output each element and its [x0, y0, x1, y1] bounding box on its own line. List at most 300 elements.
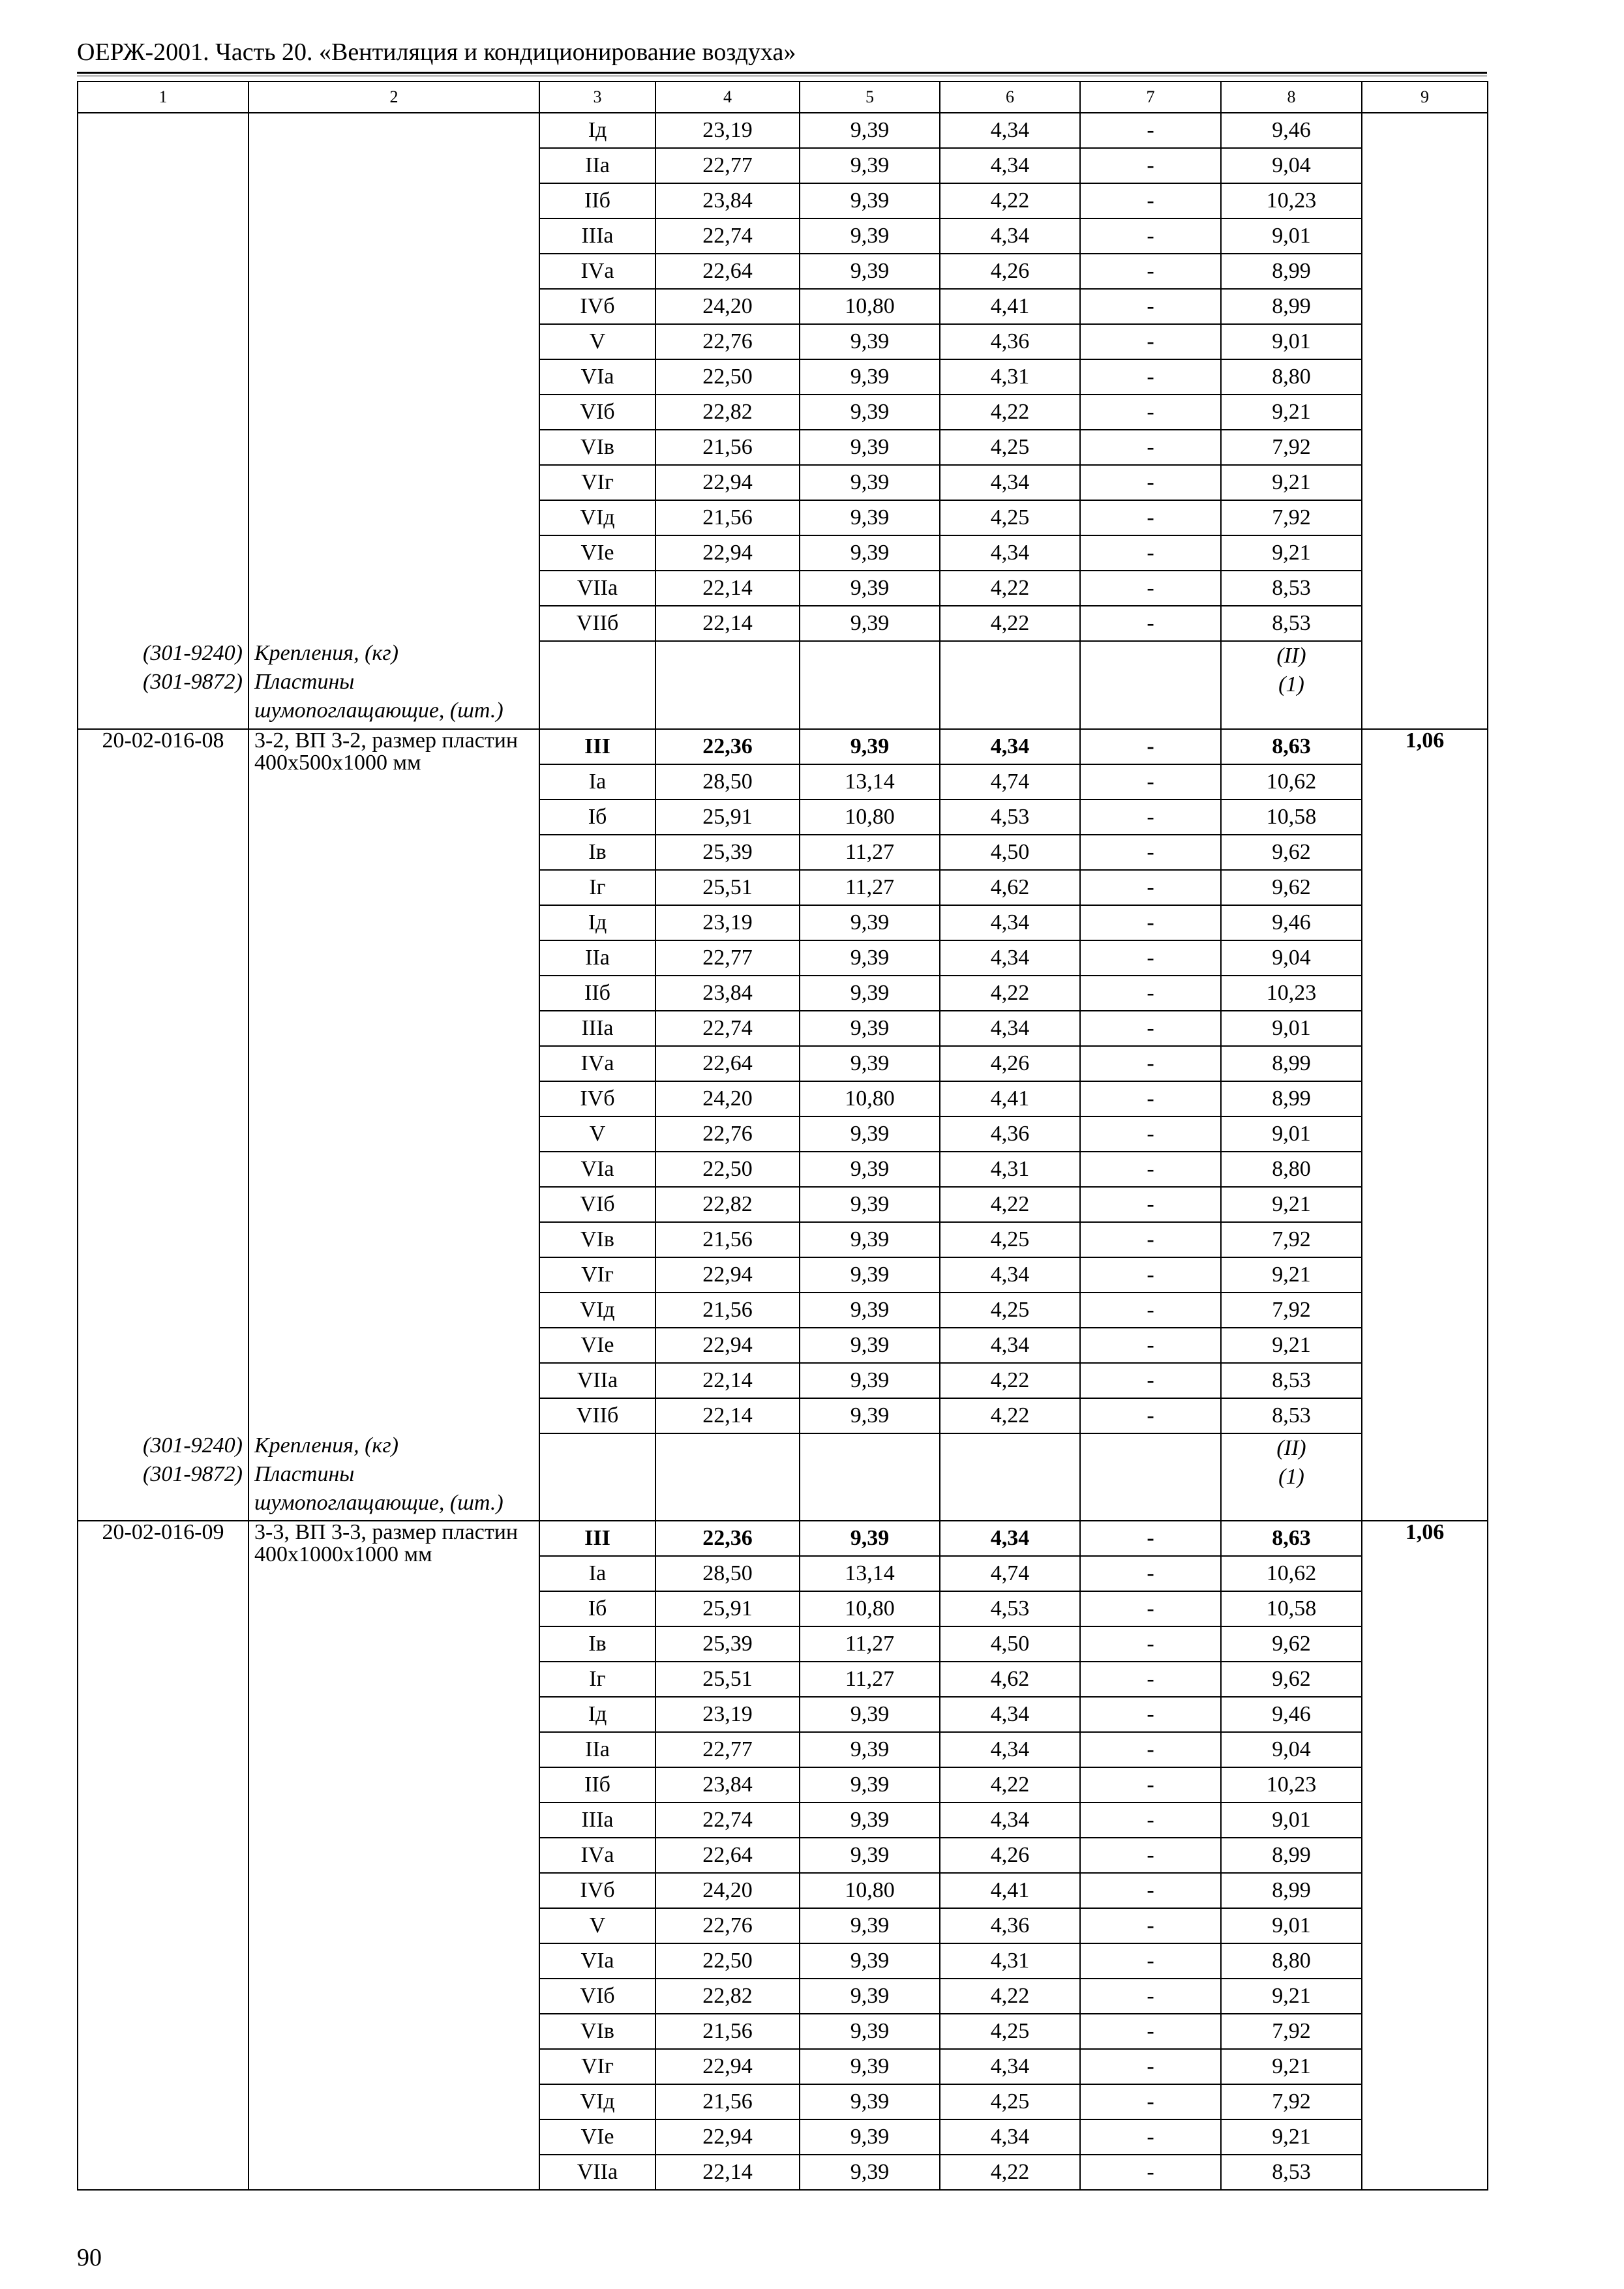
value-cell: 10,23 — [1221, 183, 1362, 218]
value-cell: - — [1080, 835, 1221, 870]
value-cell: - — [1080, 976, 1221, 1011]
value-cell: 4,34 — [940, 1257, 1080, 1293]
value-cell: 4,53 — [940, 1591, 1080, 1626]
value-cell: 4,22 — [940, 1187, 1080, 1222]
zone-cell: IIб — [539, 183, 655, 218]
value-cell: 8,80 — [1221, 1943, 1362, 1979]
zone-cell: IIа — [539, 148, 655, 183]
value-cell: 4,34 — [940, 1732, 1080, 1767]
value-cell: 9,39 — [800, 465, 940, 500]
value-cell: 22,14 — [655, 606, 800, 641]
value-cell: 21,56 — [655, 2014, 800, 2049]
value-cell: 9,21 — [1221, 465, 1362, 500]
value-cell: - — [1080, 1293, 1221, 1328]
value-cell: 4,41 — [940, 1081, 1080, 1116]
value-cell: 9,39 — [800, 1187, 940, 1222]
value-cell: 4,31 — [940, 1152, 1080, 1187]
value-cell: - — [1080, 2155, 1221, 2190]
value-cell: 4,26 — [940, 254, 1080, 289]
value-cell: 10,80 — [800, 1591, 940, 1626]
value-cell: 22,94 — [655, 1257, 800, 1293]
value-cell: 10,80 — [800, 289, 940, 324]
value-cell: 4,22 — [940, 1979, 1080, 2014]
value-cell: 9,21 — [1221, 1328, 1362, 1363]
zone-cell: Iд — [539, 113, 655, 148]
value-cell: 8,53 — [1221, 571, 1362, 606]
value-cell: 23,19 — [655, 113, 800, 148]
value-cell: - — [1080, 870, 1221, 905]
resource-names — [254, 639, 534, 726]
value-cell: - — [1080, 324, 1221, 359]
value-cell: 9,39 — [800, 1943, 940, 1979]
value-cell: - — [1080, 1328, 1221, 1363]
value-cell: 25,51 — [655, 870, 800, 905]
value-cell: - — [1080, 1187, 1221, 1222]
column-number-row — [78, 82, 1488, 113]
value-cell: 4,62 — [940, 1662, 1080, 1697]
value-cell: 4,50 — [940, 835, 1080, 870]
value-cell: 9,39 — [800, 1767, 940, 1803]
value-cell: 25,39 — [655, 1626, 800, 1662]
value-cell: 7,92 — [1221, 1293, 1362, 1328]
zone-cell: Iа — [539, 1556, 655, 1591]
value-cell: 22,74 — [655, 218, 800, 254]
value-cell: 9,62 — [1221, 835, 1362, 870]
value-cell: - — [1080, 1838, 1221, 1873]
value-cell: 21,56 — [655, 2084, 800, 2119]
zone-cell: V — [539, 1908, 655, 1943]
value-cell: 22,14 — [655, 1398, 800, 1433]
value-cell: 22,14 — [655, 571, 800, 606]
value-cell: 7,92 — [1221, 500, 1362, 535]
header-rule — [77, 72, 1487, 74]
value-cell: 7,92 — [1221, 1222, 1362, 1257]
zone-cell: III — [539, 1521, 655, 1556]
column-number: 3 — [539, 82, 655, 113]
value-cell: 22,94 — [655, 2049, 800, 2084]
value-cell: 4,34 — [940, 1521, 1080, 1556]
resource-names — [254, 1431, 534, 1518]
value-cell: - — [1080, 1398, 1221, 1433]
zone-cell: Iб — [539, 800, 655, 835]
value-cell: 4,36 — [940, 1116, 1080, 1152]
value-cell: 22,36 — [655, 1521, 800, 1556]
value-cell: - — [1080, 764, 1221, 800]
zone-cell: VIг — [539, 465, 655, 500]
value-cell: - — [1080, 395, 1221, 430]
value-cell: - — [1080, 359, 1221, 395]
resource-code: (301-9240) — [143, 1433, 243, 1458]
value-cell: 22,94 — [655, 1328, 800, 1363]
value-cell: 4,34 — [940, 218, 1080, 254]
zone-cell: V — [539, 1116, 655, 1152]
zone-cell: VIIб — [539, 606, 655, 641]
zone-cell: VIIа — [539, 2155, 655, 2190]
value-cell: 4,41 — [940, 1873, 1080, 1908]
value-cell: 4,22 — [940, 2155, 1080, 2190]
value-cell: 9,39 — [800, 1152, 940, 1187]
value-cell: 23,19 — [655, 1697, 800, 1732]
value-cell: 4,36 — [940, 324, 1080, 359]
value-cell: 4,22 — [940, 395, 1080, 430]
zone-cell: VIа — [539, 1152, 655, 1187]
value-cell: 9,62 — [1221, 1626, 1362, 1662]
value-cell: 4,22 — [940, 571, 1080, 606]
value-cell: - — [1080, 1979, 1221, 2014]
value-cell: 9,01 — [1221, 1011, 1362, 1046]
value-cell: 9,21 — [1221, 1979, 1362, 2014]
value-cell: 24,20 — [655, 1873, 800, 1908]
work-name-text: 3-2, ВП 3-2, размер пластин 400x500x1000 мм — [254, 728, 519, 775]
empty-cell — [655, 641, 800, 729]
value-cell: 9,39 — [800, 2049, 940, 2084]
value-cell: 11,27 — [800, 1662, 940, 1697]
value-cell: 22,77 — [655, 1732, 800, 1767]
zone-cell: VIд — [539, 2084, 655, 2119]
zone-cell: VIе — [539, 2119, 655, 2155]
empty-cell — [1080, 1433, 1221, 1521]
value-cell: 8,53 — [1221, 1398, 1362, 1433]
zone-cell: VIе — [539, 1328, 655, 1363]
resource-units — [1221, 641, 1362, 729]
value-cell: 22,76 — [655, 1908, 800, 1943]
value-cell: 10,80 — [800, 800, 940, 835]
value-cell: 9,39 — [800, 254, 940, 289]
value-cell: 9,46 — [1221, 1697, 1362, 1732]
value-cell: 9,04 — [1221, 940, 1362, 976]
value-cell: 22,82 — [655, 1979, 800, 2014]
value-cell: 8,53 — [1221, 606, 1362, 641]
value-cell: - — [1080, 1873, 1221, 1908]
value-cell: - — [1080, 1046, 1221, 1081]
value-cell: 4,22 — [940, 606, 1080, 641]
value-cell: 22,14 — [655, 2155, 800, 2190]
table-row — [78, 113, 1488, 148]
value-cell: - — [1080, 430, 1221, 465]
zone-cell: VIб — [539, 395, 655, 430]
value-cell: 9,62 — [1221, 1662, 1362, 1697]
value-cell: - — [1080, 571, 1221, 606]
zone-cell: VIг — [539, 1257, 655, 1293]
value-cell: 4,25 — [940, 2084, 1080, 2119]
value-cell: 4,41 — [940, 289, 1080, 324]
value-cell: 13,14 — [800, 1556, 940, 1591]
value-cell: 9,39 — [800, 2084, 940, 2119]
value-cell: - — [1080, 1011, 1221, 1046]
value-cell: 9,39 — [800, 1116, 940, 1152]
value-cell: - — [1080, 1626, 1221, 1662]
value-cell: 7,92 — [1221, 430, 1362, 465]
value-cell: - — [1080, 1803, 1221, 1838]
column-number: 8 — [1221, 82, 1362, 113]
value-cell: 4,22 — [940, 1767, 1080, 1803]
zone-cell: Iг — [539, 1662, 655, 1697]
value-cell: 4,34 — [940, 148, 1080, 183]
value-cell: - — [1080, 218, 1221, 254]
column-number: 6 — [940, 82, 1080, 113]
resource-name: Крепления, (кг) — [254, 641, 398, 665]
value-cell: 25,91 — [655, 800, 800, 835]
value-cell: 4,26 — [940, 1838, 1080, 1873]
value-cell: 4,34 — [940, 1803, 1080, 1838]
empty-cell — [539, 1433, 655, 1521]
value-cell: 9,39 — [800, 183, 940, 218]
value-cell: 4,25 — [940, 2014, 1080, 2049]
value-cell: - — [1080, 1116, 1221, 1152]
value-cell: 9,01 — [1221, 1116, 1362, 1152]
value-cell: 4,22 — [940, 1398, 1080, 1433]
value-cell: 9,39 — [800, 2119, 940, 2155]
value-cell: 7,92 — [1221, 2084, 1362, 2119]
value-cell: 28,50 — [655, 1556, 800, 1591]
zone-cell: IVа — [539, 1838, 655, 1873]
rate-code — [78, 729, 248, 1521]
zone-cell: VIб — [539, 1187, 655, 1222]
zone-cell: IIIа — [539, 1803, 655, 1838]
value-cell: 11,27 — [800, 870, 940, 905]
value-cell: 9,01 — [1221, 1908, 1362, 1943]
value-cell: 21,56 — [655, 500, 800, 535]
value-cell: 4,34 — [940, 2049, 1080, 2084]
value-cell: 10,58 — [1221, 800, 1362, 835]
zone-cell: VIд — [539, 500, 655, 535]
value-cell: 10,62 — [1221, 764, 1362, 800]
value-cell: 10,80 — [800, 1081, 940, 1116]
value-cell: 4,26 — [940, 1046, 1080, 1081]
value-cell: 9,39 — [800, 606, 940, 641]
value-cell: 22,76 — [655, 1116, 800, 1152]
value-cell: 9,39 — [800, 1803, 940, 1838]
value-cell: - — [1080, 1222, 1221, 1257]
value-cell: 9,39 — [800, 1521, 940, 1556]
value-cell: 9,46 — [1221, 113, 1362, 148]
column-number: 1 — [78, 82, 248, 113]
value-cell: 25,39 — [655, 835, 800, 870]
value-cell: 21,56 — [655, 430, 800, 465]
page-number: 90 — [77, 2244, 102, 2271]
empty-cell — [800, 641, 940, 729]
zone-cell: IVа — [539, 1046, 655, 1081]
column-number: 5 — [800, 82, 940, 113]
value-cell: 4,36 — [940, 1908, 1080, 1943]
value-cell: - — [1080, 2049, 1221, 2084]
zone-cell: Iб — [539, 1591, 655, 1626]
value-cell: - — [1080, 1662, 1221, 1697]
value-cell: - — [1080, 1767, 1221, 1803]
value-cell: - — [1080, 2014, 1221, 2049]
value-cell: 9,39 — [800, 1838, 940, 1873]
value-cell: 9,04 — [1221, 1732, 1362, 1767]
value-cell: 22,82 — [655, 1187, 800, 1222]
value-cell: 10,23 — [1221, 1767, 1362, 1803]
zone-cell: VIб — [539, 1979, 655, 2014]
zone-cell: VIIа — [539, 571, 655, 606]
column-number: 7 — [1080, 82, 1221, 113]
value-cell: 8,99 — [1221, 1081, 1362, 1116]
value-cell: - — [1080, 254, 1221, 289]
value-cell: 9,39 — [800, 1046, 940, 1081]
value-cell: 25,51 — [655, 1662, 800, 1697]
value-cell: 9,39 — [800, 940, 940, 976]
value-cell: 11,27 — [800, 1626, 940, 1662]
value-cell: 28,50 — [655, 764, 800, 800]
resource-units — [1221, 1433, 1362, 1521]
value-cell: 4,22 — [940, 1363, 1080, 1398]
zone-cell: VIе — [539, 535, 655, 571]
value-cell: 9,21 — [1221, 535, 1362, 571]
value-cell: 22,14 — [655, 1363, 800, 1398]
table-row — [78, 729, 1488, 764]
resource-code: (301-9872) — [143, 1461, 243, 1486]
value-cell: 9,01 — [1221, 1803, 1362, 1838]
value-cell: 9,39 — [800, 324, 940, 359]
zone-cell: VIIа — [539, 1363, 655, 1398]
value-cell: 9,21 — [1221, 2049, 1362, 2084]
zone-cell: V — [539, 324, 655, 359]
value-cell: 25,91 — [655, 1591, 800, 1626]
value-cell: 9,39 — [800, 500, 940, 535]
rate-code: 20-02-016-09 — [78, 1521, 248, 2190]
value-cell: - — [1080, 1908, 1221, 1943]
value-cell: 8,80 — [1221, 1152, 1362, 1187]
value-cell: 8,53 — [1221, 1363, 1362, 1398]
empty-cell — [539, 641, 655, 729]
value-cell: 8,63 — [1221, 729, 1362, 764]
zone-cell: IVб — [539, 1873, 655, 1908]
value-cell: 21,56 — [655, 1293, 800, 1328]
value-cell: - — [1080, 1697, 1221, 1732]
value-cell: 8,99 — [1221, 254, 1362, 289]
coefficient-cell: 1,06 — [1362, 729, 1488, 1521]
value-cell: - — [1080, 1732, 1221, 1767]
value-cell: 22,82 — [655, 395, 800, 430]
value-cell: 22,77 — [655, 940, 800, 976]
value-cell: 4,25 — [940, 1222, 1080, 1257]
value-cell: 8,80 — [1221, 359, 1362, 395]
value-cell: 22,64 — [655, 254, 800, 289]
value-cell: 4,34 — [940, 1697, 1080, 1732]
value-cell: - — [1080, 2119, 1221, 2155]
zone-cell: IIIа — [539, 218, 655, 254]
value-cell: 9,46 — [1221, 905, 1362, 940]
resource-codes — [83, 639, 243, 726]
work-name — [248, 729, 539, 1521]
value-cell: 10,23 — [1221, 976, 1362, 1011]
value-cell: 10,80 — [800, 1873, 940, 1908]
value-cell: - — [1080, 940, 1221, 976]
value-cell: 9,39 — [800, 359, 940, 395]
value-cell: - — [1080, 1591, 1221, 1626]
value-cell: 22,74 — [655, 1011, 800, 1046]
zone-cell: Iг — [539, 870, 655, 905]
work-name — [248, 113, 539, 729]
value-cell: 9,39 — [800, 571, 940, 606]
value-cell: 9,39 — [800, 2155, 940, 2190]
resource-unit: (II) — [1276, 1435, 1306, 1460]
empty-cell — [655, 1433, 800, 1521]
value-cell: 22,74 — [655, 1803, 800, 1838]
column-number: 4 — [655, 82, 800, 113]
value-cell: 9,39 — [800, 1732, 940, 1767]
value-cell: 22,50 — [655, 359, 800, 395]
value-cell: 4,74 — [940, 1556, 1080, 1591]
page-header-title: ОЕРЖ-2001. Часть 20. «Вентиляция и кондиционирование воздуха» — [77, 38, 796, 66]
value-cell: 9,21 — [1221, 395, 1362, 430]
empty-cell — [940, 1433, 1080, 1521]
zone-cell: Iа — [539, 764, 655, 800]
value-cell: 4,22 — [940, 183, 1080, 218]
value-cell: 23,19 — [655, 905, 800, 940]
zone-cell: VIа — [539, 1943, 655, 1979]
value-cell: 8,99 — [1221, 1838, 1362, 1873]
zone-cell: VIв — [539, 1222, 655, 1257]
value-cell: 22,76 — [655, 324, 800, 359]
value-cell: - — [1080, 729, 1221, 764]
value-cell: 9,01 — [1221, 324, 1362, 359]
value-cell: 4,53 — [940, 800, 1080, 835]
zone-cell: VIа — [539, 359, 655, 395]
value-cell: 4,34 — [940, 2119, 1080, 2155]
value-cell: - — [1080, 535, 1221, 571]
value-cell: 9,39 — [800, 395, 940, 430]
zone-cell: IVб — [539, 289, 655, 324]
value-cell: 4,34 — [940, 113, 1080, 148]
value-cell: 11,27 — [800, 835, 940, 870]
table-body — [78, 82, 1488, 2190]
value-cell: - — [1080, 905, 1221, 940]
value-cell: - — [1080, 183, 1221, 218]
zone-cell: III — [539, 729, 655, 764]
value-cell: - — [1080, 1556, 1221, 1591]
value-cell: - — [1080, 1152, 1221, 1187]
value-cell: 9,39 — [800, 1908, 940, 1943]
value-cell: 9,39 — [800, 1398, 940, 1433]
value-cell: 9,39 — [800, 1257, 940, 1293]
zone-cell: IVб — [539, 1081, 655, 1116]
value-cell: 9,39 — [800, 1979, 940, 2014]
value-cell: - — [1080, 465, 1221, 500]
value-cell: 22,94 — [655, 535, 800, 571]
value-cell: 9,01 — [1221, 218, 1362, 254]
value-cell: 10,62 — [1221, 1556, 1362, 1591]
value-cell: 22,50 — [655, 1943, 800, 1979]
coefficient-cell: 1,06 — [1362, 1521, 1488, 2190]
value-cell: 4,31 — [940, 359, 1080, 395]
value-cell: - — [1080, 1363, 1221, 1398]
column-number: 9 — [1362, 82, 1488, 113]
value-cell: 9,04 — [1221, 148, 1362, 183]
value-cell: 4,34 — [940, 940, 1080, 976]
value-cell: 4,25 — [940, 500, 1080, 535]
value-cell: 9,39 — [800, 729, 940, 764]
resource-code: (301-9240) — [143, 641, 243, 665]
value-cell: 8,99 — [1221, 1873, 1362, 1908]
zone-cell: IVа — [539, 254, 655, 289]
rate-code-text: 20-02-016-08 — [102, 728, 224, 753]
column-number: 2 — [248, 82, 539, 113]
value-cell: 9,39 — [800, 1011, 940, 1046]
value-cell: 23,84 — [655, 183, 800, 218]
value-cell: 4,34 — [940, 1328, 1080, 1363]
zone-cell: Iв — [539, 835, 655, 870]
zone-cell: IIIа — [539, 1011, 655, 1046]
value-cell: 21,56 — [655, 1222, 800, 1257]
value-cell: 10,58 — [1221, 1591, 1362, 1626]
empty-cell — [1080, 641, 1221, 729]
value-cell: 9,39 — [800, 976, 940, 1011]
value-cell: 23,84 — [655, 1767, 800, 1803]
value-cell: 9,39 — [800, 1328, 940, 1363]
